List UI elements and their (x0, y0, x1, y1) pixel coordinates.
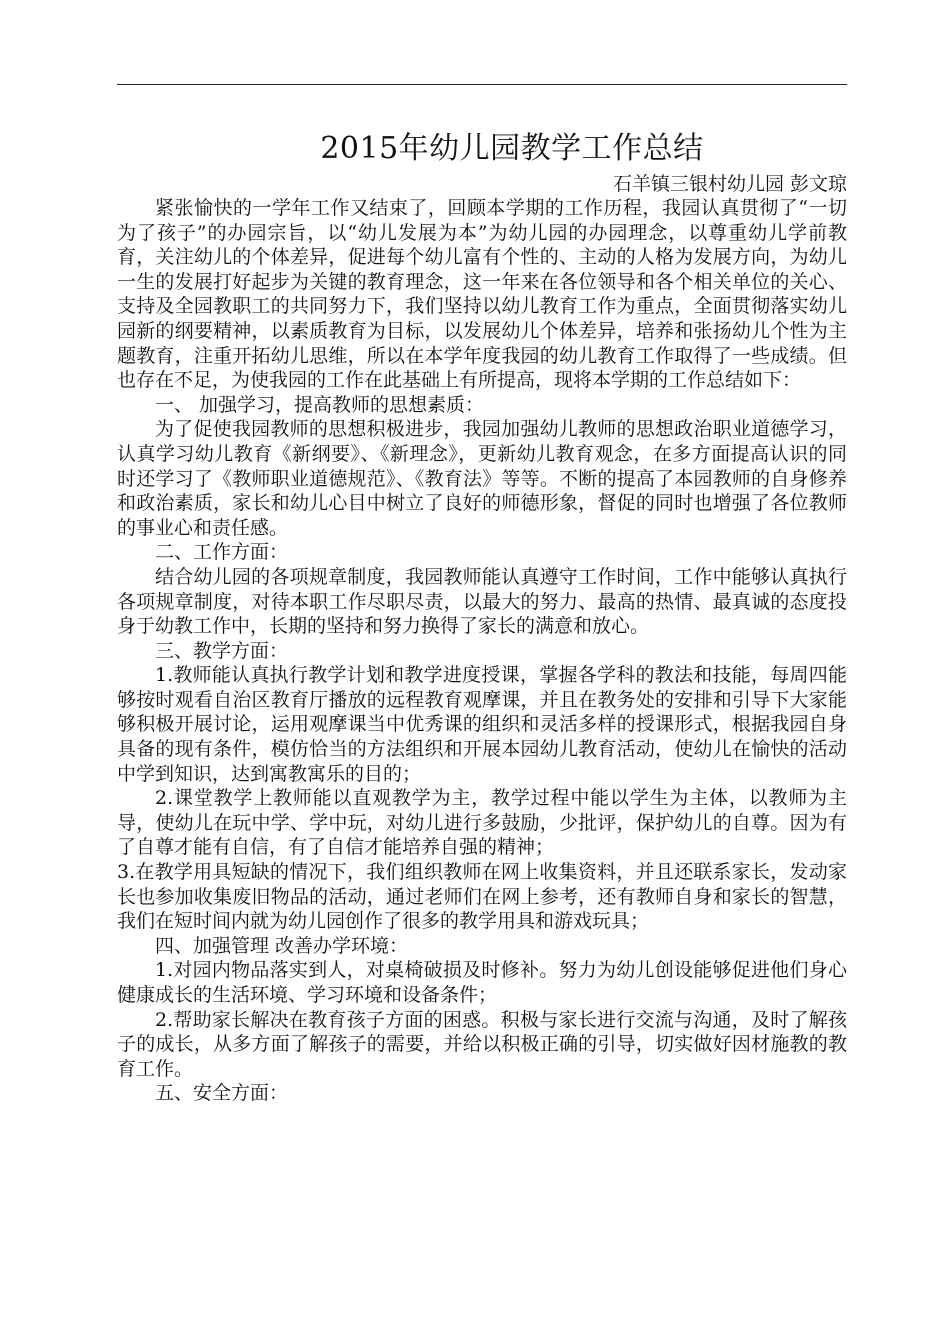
author-byline: 石羊镇三银村幼儿园 彭文琼 (612, 173, 847, 195)
paragraph: 三、教学方面： (155, 639, 289, 662)
paragraph: 五、安全方面： (155, 1082, 289, 1105)
paragraph: 四、加强管理 改善办学环境： (155, 934, 409, 957)
document-body (117, 126, 847, 1106)
paragraph: 二、工作方面： (155, 541, 289, 564)
paragraph: 为了促使我园教师的思想积极进步，我园加强幼儿教师的思想政治职业道德学习，认真学习幼儿教育《新纲要》、《新理念》，更新幼儿教育观念，在多方面提高认识的同时还学习了《教师职业道德规范》、《教育法》等等。不断的提高了本园教师的自身修养和政治素质，家长和幼儿心目中树立了良好的师德形象，督促的同时也增强了各位教师的事业心和责任感。 (117, 418, 847, 539)
paragraph: 1.教师能认真执行教学计划和教学进度授课，掌握各学科的教法和技能，每周四能够按时观看自治区教育厅播放的远程教育观摩课，并且在教务处的安排和引导下大家能够积极开展讨论，运用观摩课当中优秀课的组织和灵活多样的授课形式，根据我园自身具备的现有条件，模仿恰当的方法组织和开展本园幼儿教育活动，使幼儿在愉快的活动中学到知识，达到寓教寓乐的目的； (117, 664, 847, 785)
paragraph: 3.在教学用具短缺的情况下，我们组织教师在网上收集资料，并且还联系家长，发动家长也参加收集废旧物品的活动，通过老师们在网上参考，还有教师自身和家长的智慧，我们在短时间内就为幼儿园创作了很多的教学用具和游戏玩具； (117, 861, 847, 933)
paragraph: 2.帮助家长解决在教育孩子方面的困惑。积极与家长进行交流与沟通，及时了解孩子的成长，从多方面了解孩子的需要，并给以积极正确的引导，切实做好因材施教的教育工作。 (117, 1008, 847, 1080)
document-title: 2015年幼儿园教学工作总结 (320, 131, 704, 166)
paragraph: 2.课堂教学上教师能以直观教学为主，教学过程中能以学生为主体，以教师为主导，使幼儿在玩中学、学中玩，对幼儿进行多鼓励，少批评，保护幼儿的自尊。因为有了自尊才能有自信，有了自信才能培养自强的精神； (117, 787, 847, 859)
paragraph: 1.对园内物品落实到人，对桌椅破损及时修补。努力为幼儿创设能够促进他们身心健康成长的生活环境、学习环境和设备条件； (117, 959, 847, 1006)
paragraph-list (117, 196, 847, 1106)
paragraph: 紧张愉快的一学年工作又结束了，回顾本学期的工作历程，我园认真贯彻了“一切为了孩子”的办园宗旨，以“幼儿发展为本”为幼儿园的办园理念，以尊重幼儿学前教育，关注幼儿的个体差异，促进每个幼儿富有个性的、主动的人格为发展方向，为幼儿一生的发展打好起步为关键的教育理念，这一年来在各位领导和各个相关单位的关心、支持及全园教职工的共同努力下，我们坚持以幼儿教育工作为重点，全面贯彻落实幼儿园新的纲要精神，以素质教育为目标，以发展幼儿个体差异，培养和张扬幼儿个性为主题教育，注重开拓幼儿思维，所以在本学年度我园的幼儿教育工作取得了一些成绩。但也存在不足，为使我园的工作在此基础上有所提高，现将本学期的工作总结如下： (117, 197, 847, 392)
paragraph: 一、 加强学习，提高教师的思想素质： (155, 393, 485, 416)
header-rule (117, 84, 847, 85)
paragraph: 结合幼儿园的各项规章制度，我园教师能认真遵守工作时间，工作中能够认真执行各项规章制度，对待本职工作尽职尽责，以最大的努力、最高的热情、最真诚的态度投身于幼教工作中，长期的坚持和努力换得了家长的满意和放心。 (117, 565, 847, 638)
